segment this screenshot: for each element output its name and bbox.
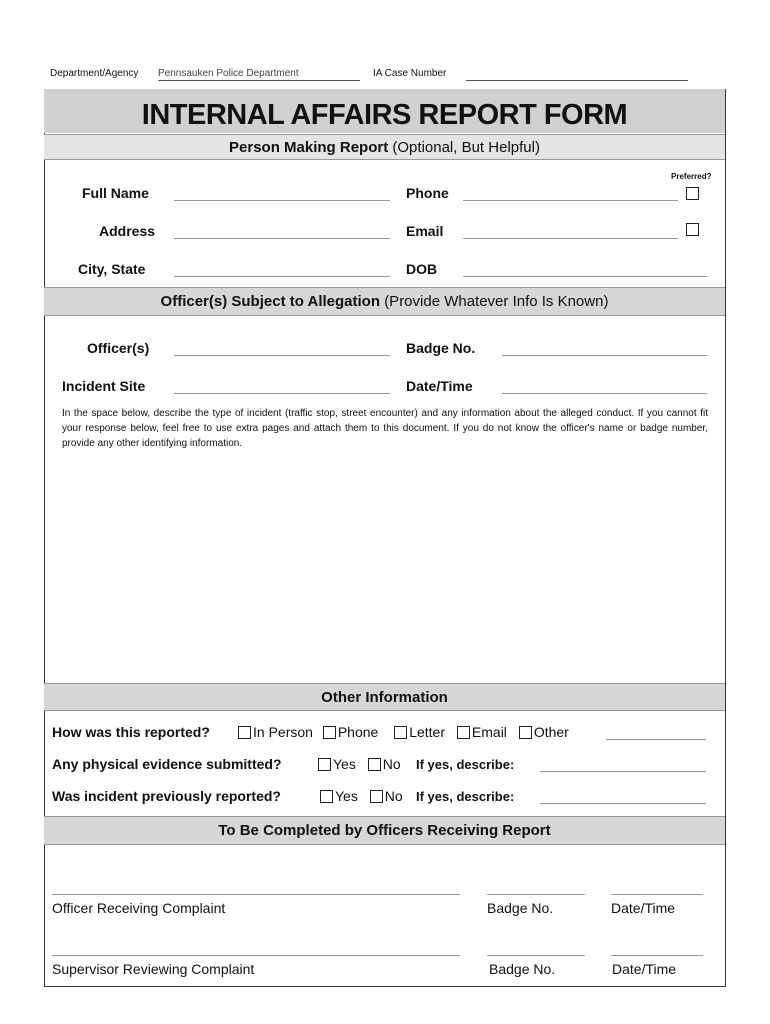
ia-case-field[interactable] xyxy=(466,80,688,81)
officer-datetime-line[interactable] xyxy=(611,893,703,895)
supervisor-badge-line[interactable] xyxy=(487,954,585,956)
phone-checkbox[interactable] xyxy=(323,726,336,739)
officer-badge-label: Badge No. xyxy=(487,900,554,916)
supervisor-datetime-label: Date/Time xyxy=(612,961,677,977)
in-person-checkbox[interactable] xyxy=(238,726,251,739)
officers-label: Officer(s) xyxy=(87,340,150,356)
ia-case-label: IA Case Number xyxy=(373,68,447,79)
email-checkbox[interactable] xyxy=(457,726,470,739)
section-officer-heading xyxy=(44,287,725,316)
how-reported-label: How was this reported? xyxy=(52,724,210,740)
supervisor-datetime-line[interactable] xyxy=(611,954,703,956)
city-state-field[interactable] xyxy=(174,275,390,277)
evidence-no-checkbox[interactable] xyxy=(368,758,381,771)
option-other[interactable]: Other xyxy=(519,724,569,740)
officer-datetime-label: Date/Time xyxy=(611,900,676,916)
form-title: INTERNAL AFFAIRS REPORT FORM xyxy=(44,89,725,133)
previously-if-yes-label: If yes, describe: xyxy=(416,789,515,804)
section-officers-receiving-heading: To Be Completed by Officers Receiving Report xyxy=(44,816,725,845)
officer-receiving-signature-line[interactable] xyxy=(52,893,460,895)
section-officer-heading-note: (Provide Whatever Info Is Known) xyxy=(384,293,609,310)
badge-no-field[interactable] xyxy=(502,354,707,356)
section-person-heading-bold: Person Making Report xyxy=(229,139,389,156)
phone-preferred-checkbox[interactable] xyxy=(686,187,699,200)
section-other-heading: Other Information xyxy=(44,683,725,711)
previously-describe-field[interactable] xyxy=(540,802,706,804)
officer-receiving-label: Officer Receiving Complaint xyxy=(52,900,226,916)
other-checkbox[interactable] xyxy=(519,726,532,739)
evidence-no-option[interactable]: No xyxy=(368,756,401,772)
department-field[interactable] xyxy=(158,68,360,81)
section-person-heading-note: (Optional, But Helpful) xyxy=(392,139,540,156)
address-field[interactable] xyxy=(174,237,390,239)
officer-badge-line[interactable] xyxy=(487,893,585,895)
officers-field[interactable] xyxy=(174,354,390,356)
how-reported-row xyxy=(52,724,210,740)
previously-yes-option[interactable]: Yes xyxy=(320,788,358,804)
how-reported-options xyxy=(238,724,569,740)
evidence-describe-field[interactable] xyxy=(540,770,706,772)
email-preferred-checkbox[interactable] xyxy=(686,223,699,236)
phone-label: Phone xyxy=(406,185,449,201)
date-time-label: Date/Time xyxy=(406,378,473,394)
badge-no-label: Badge No. xyxy=(406,340,476,356)
evidence-options xyxy=(318,756,401,772)
supervisor-signature-line[interactable] xyxy=(52,954,460,956)
previously-reported-label: Was incident previously reported? xyxy=(52,788,281,804)
dob-field[interactable] xyxy=(463,275,707,277)
option-email[interactable]: Email xyxy=(457,724,507,740)
evidence-yes-option[interactable]: Yes xyxy=(318,756,356,772)
evidence-label: Any physical evidence submitted? xyxy=(52,756,282,772)
evidence-if-yes-label: If yes, describe: xyxy=(416,757,515,772)
option-phone[interactable]: Phone xyxy=(323,724,378,740)
incident-site-label: Incident Site xyxy=(62,378,146,394)
address-label: Address xyxy=(99,223,156,239)
option-letter[interactable]: Letter xyxy=(394,724,445,740)
previously-no-checkbox[interactable] xyxy=(370,790,383,803)
dob-label: DOB xyxy=(406,261,438,277)
section-person-heading xyxy=(44,134,725,160)
evidence-yes-checkbox[interactable] xyxy=(318,758,331,771)
previously-no-option[interactable]: No xyxy=(370,788,403,804)
incident-instructions: In the space below, describe the type of incident (traffic stop, street encounter) and any information about the alleged conduct. If you cannot fit your response below, feel free to use extra pages and attach them to this document. If you do not know the officer's name or badge number, provide any other identifying information. xyxy=(62,408,708,449)
previously-options xyxy=(320,788,403,804)
incident-description-area[interactable] xyxy=(54,456,714,676)
date-time-field[interactable] xyxy=(502,392,707,394)
email-label: Email xyxy=(406,223,444,239)
supervisor-label: Supervisor Reviewing Complaint xyxy=(52,961,255,977)
full-name-label: Full Name xyxy=(82,185,149,201)
supervisor-badge-label: Badge No. xyxy=(489,961,556,977)
full-name-field[interactable] xyxy=(174,199,390,201)
preferred-label: Preferred? xyxy=(671,172,712,181)
other-field[interactable] xyxy=(606,738,706,740)
city-state-label: City, State xyxy=(78,261,146,277)
department-value: Pennsauken Police Department xyxy=(158,68,299,79)
incident-site-field[interactable] xyxy=(174,392,390,394)
option-in-person[interactable]: In Person xyxy=(238,724,313,740)
email-field[interactable] xyxy=(463,237,678,239)
department-label: Department/Agency xyxy=(50,68,139,79)
phone-field[interactable] xyxy=(463,199,678,201)
letter-checkbox[interactable] xyxy=(394,726,407,739)
section-officer-heading-bold: Officer(s) Subject to Allegation xyxy=(160,293,381,310)
previously-yes-checkbox[interactable] xyxy=(320,790,333,803)
